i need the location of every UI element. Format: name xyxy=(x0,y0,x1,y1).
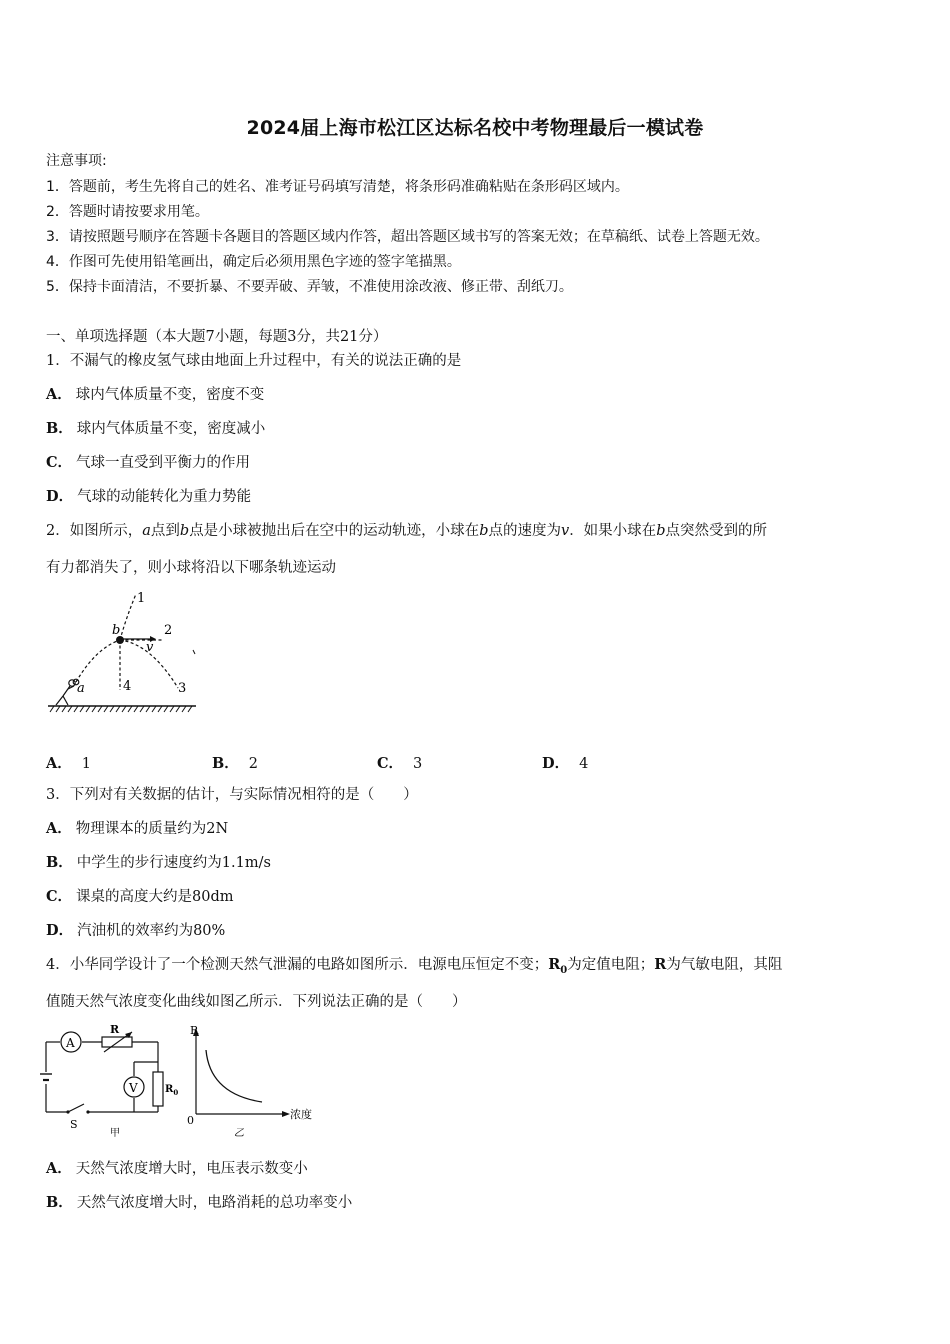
option-label: B． xyxy=(46,1194,73,1211)
option-label: A． xyxy=(46,1160,72,1177)
q2-option-b xyxy=(212,752,258,773)
q1-option-a xyxy=(46,386,264,404)
q3-option-d xyxy=(46,922,225,940)
label-3: 3 xyxy=(178,681,187,696)
option-label: A． xyxy=(46,820,72,837)
text-part: 2．如图所示， xyxy=(46,523,143,539)
option-label: B． xyxy=(212,755,239,772)
trajectory-figure xyxy=(46,588,206,718)
ammeter-label: A xyxy=(66,1036,75,1050)
mark xyxy=(193,650,195,654)
q2-stem xyxy=(46,522,767,540)
option-text: 球内气体质量不变，密度减小 xyxy=(76,421,266,437)
q1-option-b xyxy=(46,420,265,438)
option-label: C． xyxy=(46,454,73,471)
label-1: 1 xyxy=(137,591,146,606)
y-axis-label: R xyxy=(190,1024,199,1037)
q2-option-d xyxy=(542,752,588,773)
text-part: 为定值电阻； xyxy=(567,957,655,973)
var-r0: R xyxy=(548,956,561,973)
option-text: 球内气体质量不变，密度不变 xyxy=(75,387,265,403)
q4-option-a xyxy=(46,1160,308,1178)
option-label: B． xyxy=(46,420,73,437)
voltmeter-label: V xyxy=(129,1081,138,1095)
caption-right: 乙 xyxy=(234,1128,244,1139)
notice-heading: 注意事项: xyxy=(46,153,107,169)
circuit-figure xyxy=(40,1022,330,1140)
label-b: b xyxy=(112,623,121,638)
thrower-figure xyxy=(56,680,75,705)
notice-item-3: 3．请按照题号顺序在答题卡各题目的答题区域内作答，超出答题区域书写的答案无效；在草稿纸、试卷上答题无效。 xyxy=(46,229,769,245)
x-axis-arrow xyxy=(282,1111,290,1117)
text-part: 为气敏电阻，其阻 xyxy=(666,957,783,973)
resistance-curve xyxy=(206,1050,262,1102)
option-label: C． xyxy=(46,888,73,905)
option-text: 1 xyxy=(81,756,91,772)
trajectory-ab xyxy=(76,640,120,682)
option-label: D． xyxy=(46,922,74,939)
option-text: 3 xyxy=(413,756,423,772)
resistor-label: R xyxy=(110,1023,120,1036)
gas-sensor-resistor xyxy=(102,1037,132,1047)
page-title: 2024届上海市松江区达标名校中考物理最后一模试卷 xyxy=(246,117,704,139)
text-part: 点突然受到的所 xyxy=(665,523,767,539)
section-heading: 一、单项选择题（本大题7小题，每题3分，共21分） xyxy=(46,329,388,345)
origin-label: 0 xyxy=(187,1114,194,1127)
q3-option-c xyxy=(46,888,234,906)
option-text: 2 xyxy=(248,756,258,772)
text-part: 点的速度为 xyxy=(488,523,561,539)
option-label: D． xyxy=(542,755,570,772)
option-text: 天然气浓度增大时，电路消耗的总功率变小 xyxy=(76,1195,353,1211)
option-text: 气球的动能转化为重力势能 xyxy=(77,489,252,505)
option-text: 课桌的高度大约是80dm xyxy=(76,889,234,905)
text-part: 4．小华同学设计了一个检测天然气泄漏的电路如图所示．电源电压恒定不变； xyxy=(46,957,549,973)
var-b: b xyxy=(656,523,666,539)
q2-option-c xyxy=(377,752,422,773)
text-part: 点是小球被抛出后在空中的运动轨迹，小球在 xyxy=(189,523,480,539)
var-b: b xyxy=(479,523,489,539)
q4-option-b xyxy=(46,1194,352,1212)
text-part: ．如果小球在 xyxy=(569,523,657,539)
notice-item-5: 5．保持卡面清洁，不要折暴、不要弄破、弄皱，不准使用涂改液、修正带、刮纸刀。 xyxy=(46,279,573,295)
q3-option-b xyxy=(46,854,271,872)
label-4: 4 xyxy=(123,679,132,694)
q4-stem-line2: 值随天然气浓度变化曲线如图乙所示．下列说法正确的是（ ） xyxy=(46,994,467,1010)
var-v: v xyxy=(560,523,570,539)
switch-label: S xyxy=(70,1118,78,1131)
resistor0-label: $R_0$ xyxy=(165,1084,179,1097)
label-a: a xyxy=(77,681,85,696)
x-axis-label: 浓度 xyxy=(290,1108,312,1121)
option-text: 天然气浓度增大时，电压表示数变小 xyxy=(75,1161,308,1177)
graph-axes xyxy=(196,1034,284,1114)
ground-hatch xyxy=(50,706,192,712)
var-b: b xyxy=(179,523,190,539)
fixed-resistor xyxy=(153,1072,163,1106)
q3-stem: 3．下列对有关数据的估计，与实际情况相符的是（ ） xyxy=(46,787,418,803)
q1-option-d xyxy=(46,488,251,506)
q2-option-a xyxy=(46,752,91,773)
option-label: A． xyxy=(46,386,72,403)
q1-stem: 1．不漏气的橡皮氢气球由地面上升过程中，有关的说法正确的是 xyxy=(46,353,462,369)
switch-icon xyxy=(68,1104,84,1112)
notice-item-2: 2．答题时请按要求用笔。 xyxy=(46,204,209,220)
q3-option-a xyxy=(46,820,228,838)
option-text: 中学生的步行速度约为1.1m/s xyxy=(76,855,271,871)
label-2: 2 xyxy=(164,623,173,638)
option-text: 4 xyxy=(579,756,589,772)
circuit-wires xyxy=(46,1042,158,1112)
option-label: A． xyxy=(46,755,72,772)
q4-stem xyxy=(46,956,782,980)
var-a: a xyxy=(142,523,151,539)
var-r: R xyxy=(654,956,667,973)
option-label: C． xyxy=(377,755,404,772)
path-1 xyxy=(120,594,136,640)
option-text: 物理课本的质量约为2N xyxy=(75,821,229,837)
label-v: v xyxy=(146,640,154,655)
text-part: 点到 xyxy=(150,523,180,539)
caption-left: 甲 xyxy=(110,1128,120,1139)
option-text: 气球一直受到平衡力的作用 xyxy=(76,455,251,471)
notice-item-4: 4．作图可先使用铅笔画出，确定后必须用黑色字迹的签字笔描黑。 xyxy=(46,254,461,270)
q1-option-c xyxy=(46,454,250,472)
notice-item-1: 1．答题前，考生先将自己的姓名、准考证号码填写清楚，将条形码准确粘贴在条形码区域内。 xyxy=(46,179,629,195)
option-label: D． xyxy=(46,488,74,505)
q2-stem-line2: 有力都消失了，则小球将沿以下哪条轨迹运动 xyxy=(46,560,336,576)
var-r0-sub: 0 xyxy=(560,964,568,976)
option-label: B． xyxy=(46,854,73,871)
option-text: 汽油机的效率约为80% xyxy=(77,923,226,939)
